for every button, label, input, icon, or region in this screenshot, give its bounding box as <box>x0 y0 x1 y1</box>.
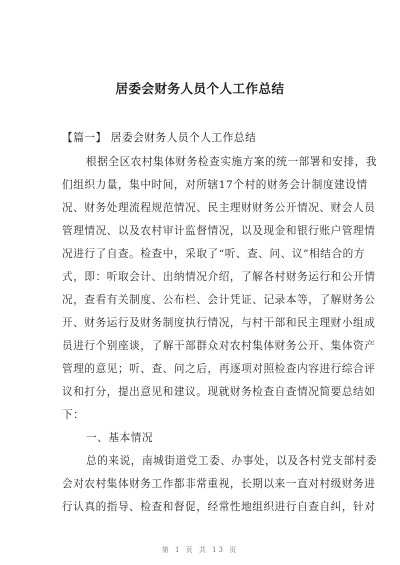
page-footer: 第 1 页 共 13 页 <box>161 546 239 554</box>
section-heading <box>62 131 362 145</box>
paragraph-line: 况进行了自查。检查中，采取了“听、查、问、议”相结合的方 <box>62 248 366 260</box>
paragraph-line: 会对农村集体财务工作都非常重视，长期以来一直对村级财务进 <box>62 478 376 490</box>
paragraph-line: 况，查看有关制度、公布栏、会计凭证、记录本等，了解财务公 <box>62 294 376 306</box>
section-title: 居委会财务人员个人工作总结 <box>110 132 257 144</box>
section-bracket-open: 【 <box>62 132 74 144</box>
paragraph-line: 开、财务运行及财务制度执行情况，与村干部和民主理财小组成 <box>62 317 376 329</box>
paragraph-line: 总的来说，南城街道党工委、办事处，以及各村党支部村委 <box>86 455 378 467</box>
page-title: 居委会财务人员个人工作总结 <box>115 81 285 96</box>
section-bracket-close: 】 <box>95 132 107 144</box>
section-label: 篇一 <box>73 132 96 144</box>
paragraph-line: 议和打分，提出意见和建议。现就财务检查自查情况简要总结如 <box>62 386 376 398</box>
paragraph-line: 行认真的指导、检查和督促，经常性地组织进行自查自纠，针对 <box>62 501 376 513</box>
paragraph-line: 员进行个别座谈，了解干部群众对农村集体财务公开、集体资产 <box>62 340 376 352</box>
paragraph-line: 式，即：听取会计、出纳情况介绍，了解各村财务运行和公开情 <box>62 271 376 283</box>
paragraph-line: 们组织力量，集中时间，对所辖17个村的财务会计制度建设情 <box>62 179 368 191</box>
paragraph-line: 管理的意见；听、查、问之后，再逐项对照检查内容进行综合评 <box>62 363 376 375</box>
section-subheading: 一、基本情况 <box>86 432 154 444</box>
paragraph-line: 况、财务处理流程规范情况、民主理财财务公开情况、财会人员 <box>62 202 376 214</box>
paragraph-line: 根据全区农村集体财务检查实施方案的统一部署和安排，我 <box>86 156 378 168</box>
paragraph-line: 下： <box>62 409 85 421</box>
paragraph-line: 管理情况、以及农村审计监督情况，以及现金和银行账户管理情 <box>62 225 376 237</box>
